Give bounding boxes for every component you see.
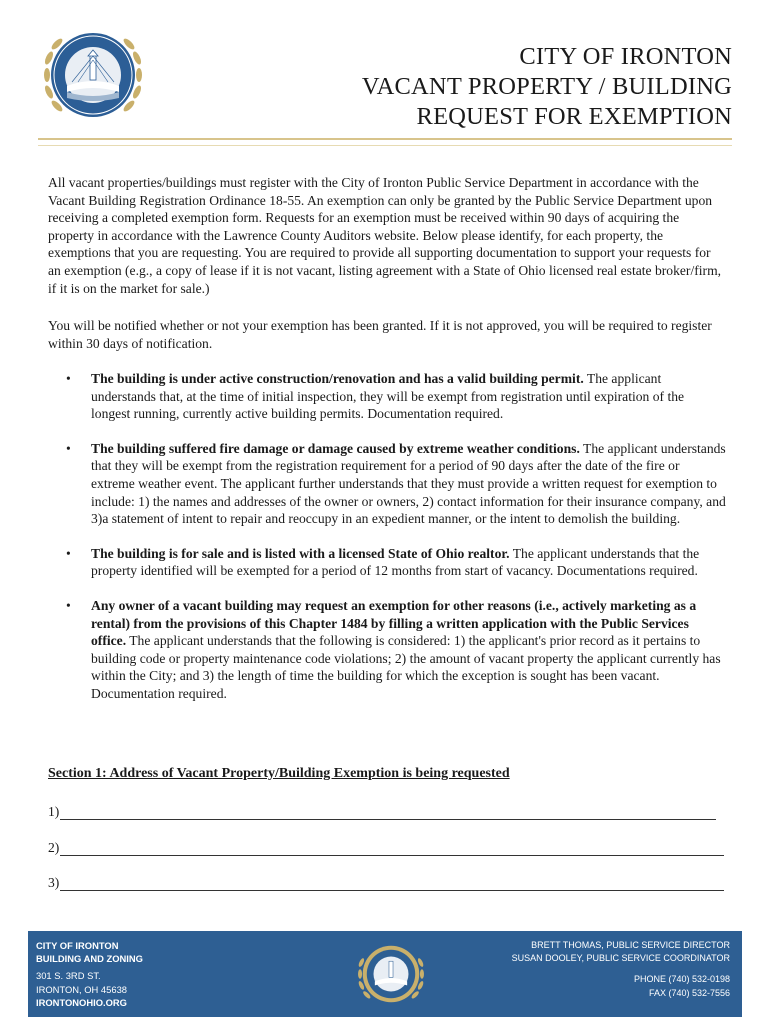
notification-paragraph: You will be notified whether or not your exemption has been granted. If it is not approved, you will be required to register within 30 days of notification.: [48, 318, 712, 351]
exemption-item-damage: [66, 440, 726, 528]
address-line-number: 1): [48, 804, 60, 819]
address-blank-line[interactable]: [60, 805, 716, 820]
bullet-dot-icon: •: [66, 597, 71, 613]
city-seal-graphic: [38, 20, 148, 130]
exemption-title: The building is under active construction/renovation and has a valid building permit.: [91, 371, 584, 386]
footer-department: BUILDING AND ZONING: [36, 953, 143, 965]
exemption-title: Any owner of a vacant building may request an exemption for other reasons (i.e., actively marketing as a rental) from the provisions of this Chapter 1484 by filling a written application with the Public Services office.: [91, 597, 697, 649]
exemption-description: The applicant understands that the following is considered: 1) the applicant's prior record as it pertains to building code or property maintenance code violations; 2) the amount of vacant property the applicant currently has within the City; and 3) the length of time the building for which the exception is sought has been vacant. Documentation required.: [91, 633, 721, 701]
footer-org-name: CITY OF IRONTON: [36, 940, 119, 951]
footer-city-state: IRONTON, OH 45638: [36, 983, 128, 995]
footer-bar: [28, 931, 742, 1017]
bullet-dot-icon: •: [66, 371, 71, 386]
exemption-list: [66, 370, 726, 720]
footer-street: 301 S. 3RD ST.: [36, 970, 101, 982]
city-seal-icon: [38, 20, 148, 130]
intro-paragraph: All vacant properties/buildings must register with the City of Ironton Public Service Department in accordance with the Vacant Building Registration Ordinance 18-55. An exemption can only be granted by the Public Service Department upon receiving a completed exemption form. Requests for an exemption must be received within 90 days of acquiring the property in accordance with the Lawrence County Auditors website. Below please identify, for each property, the exemptions that you are requesting. You are required to provide all supporting documentation to support your requests for an exemption (e.g., a copy of lease if it is not vacant, listing agreement with a State of Ohio licensed real estate broker/firm, if it is on the market for sale.): [48, 175, 722, 296]
exemption-title: The building suffered fire damage or damage caused by extreme weather conditions.: [91, 440, 580, 456]
footer-officials-block: [512, 939, 730, 1000]
header-divider: [38, 138, 732, 146]
address-blank-line[interactable]: [60, 841, 724, 856]
exemption-title: The building is for sale and is listed with a licensed State of Ohio realtor.: [91, 545, 510, 561]
address-line-number: 3): [48, 875, 60, 890]
title-line-subject: VACANT PROPERTY / BUILDING: [361, 73, 732, 100]
title-line-form: REQUEST FOR EXEMPTION: [416, 103, 732, 130]
footer-website[interactable]: IRONTONOHIO.ORG: [36, 996, 127, 1008]
title-line-city: CITY OF IRONTON: [519, 43, 732, 70]
footer-phone: PHONE (740) 532-0198: [633, 974, 730, 985]
exemption-description: The applicant understands that they will be exempt from the registration requirement for a period of 90 days after the date of the fire or extreme weather event. The applicant further understands that they must provide a written request for exemption to include: 1) the names and addresses of the owner or owners, 2) contact information for their insurance company, and 3)a statement of intent to repair and reoccupy in an expedient manner, or the intent to demolish the building.: [91, 440, 726, 527]
section-1-heading: Section 1: Address of Vacant Property/Building Exemption is being requested: [48, 766, 510, 781]
exemption-item-construction: [66, 370, 726, 423]
footer-coordinator: SUSAN DOOLEY, PUBLIC SERVICE COORDINATOR: [511, 953, 730, 964]
footer-contact-block: [36, 939, 143, 1009]
exemption-item-other: [66, 597, 726, 703]
address-field-1[interactable]: [48, 804, 716, 820]
bullet-dot-icon: •: [66, 440, 71, 456]
exemption-item-for-sale: [66, 545, 726, 580]
bullet-dot-icon: •: [66, 545, 71, 561]
address-field-3[interactable]: [48, 875, 724, 891]
exemption-description: The applicant understands that the property identified will be exempted for a period of 12 months from start of vacancy. Documentations required.: [91, 545, 700, 579]
exemption-description: The applicant understands that, at the time of initial inspection, they will be exempt from registration until expiration of the longest running, currently active building permits. Documentation required.: [91, 371, 685, 422]
city-seal-icon: [354, 937, 428, 1011]
address-blank-line[interactable]: [60, 876, 724, 891]
document-title: [362, 42, 732, 132]
address-line-number: 2): [48, 840, 60, 855]
footer-director: BRETT THOMAS, PUBLIC SERVICE DIRECTOR: [531, 940, 730, 950]
footer-fax: FAX (740) 532-7556: [648, 987, 730, 998]
address-field-2[interactable]: [48, 840, 724, 856]
footer-seal-graphic: [354, 937, 428, 1011]
